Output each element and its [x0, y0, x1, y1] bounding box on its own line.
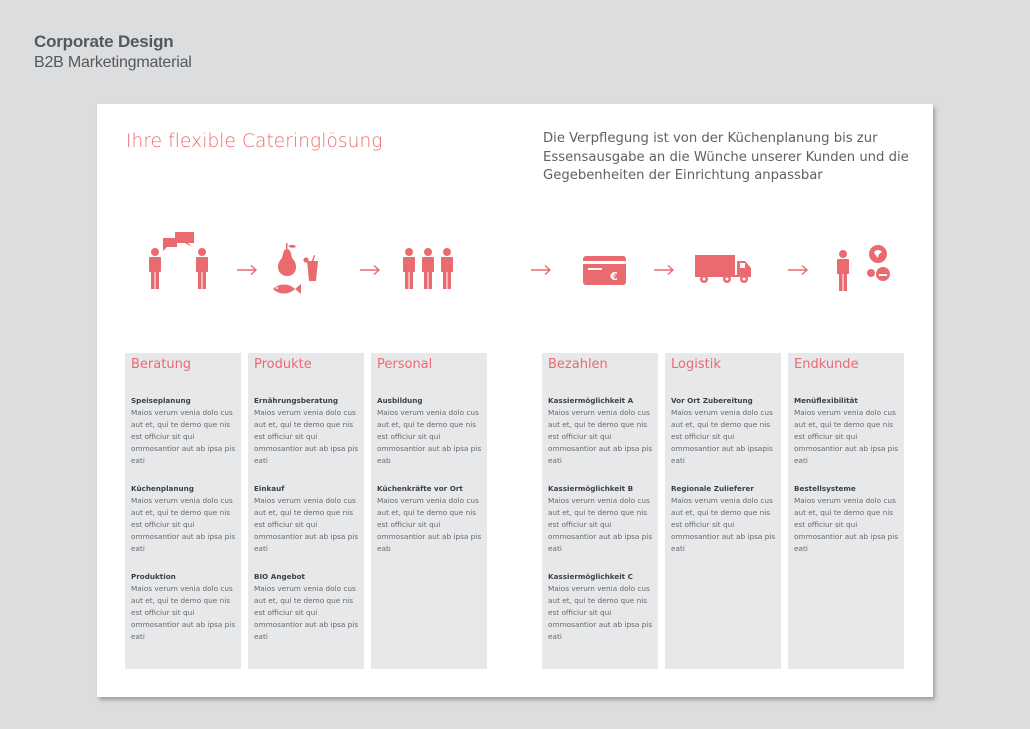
list-item [131, 395, 239, 467]
list-item [377, 483, 485, 555]
item-title: Einkauf [254, 484, 285, 493]
staff-icon [401, 248, 457, 290]
column-heading: Endkunde [794, 357, 859, 372]
payment-card-icon [583, 256, 627, 286]
arrow-right-icon [653, 264, 675, 276]
list-item [377, 395, 485, 467]
item-text: Maios verum venia dolo cus aut et, qui te demo que nis est officiur sit qui ommosantior aut ab ipsa pis eati [548, 496, 653, 553]
item-title: Bestellsysteme [794, 484, 856, 493]
item-text: Maios verum venia dolo cus aut et, qui te demo que nis est officiur sit qui ommosantior aut ab ipsa pis eati [254, 408, 359, 465]
svg-text:€: € [610, 270, 618, 283]
list-item [548, 395, 656, 467]
header-subtitle: B2B Marketingmaterial [34, 54, 192, 71]
item-text: Maios verum venia dolo cus aut et, qui te demo que nis est officiur sit qui ommosantior aut ab ipsa pis eati [131, 408, 236, 465]
item-text: Maios verum venia dolo cus aut et, qui te demo que nis est officiur sit qui ommosantior aut ab ipsa pis eati [671, 496, 776, 553]
list-item [671, 483, 779, 555]
food-icon [267, 242, 327, 296]
consultation-icon [147, 230, 211, 290]
sheet-intro: Die Verpflegung ist von der Küchenplanung bis zur Essensausgabe an die Wünche unserer Kunden und die Gegebenheiten der Einrichtung anpassbar [543, 131, 909, 183]
item-text: Maios verum venia dolo cus aut et, qui te demo que nis est officiur sit qui ommosantior aut ab ipsa pis eati [548, 584, 653, 641]
item-text: Maios verum venia dolo cus aut et, qui te demo que nis est officiur sit qui ommosantior aut ab ipsapis eati [671, 408, 773, 465]
list-item [671, 395, 779, 467]
list-item [254, 483, 362, 555]
brochure-sheet [97, 104, 933, 697]
arrow-right-icon [359, 264, 381, 276]
item-title: Vor Ort Zubereitung [671, 396, 753, 405]
column-beratung [125, 353, 241, 669]
list-item [794, 395, 902, 467]
item-text: Maios verum venia dolo cus aut et, qui te demo que nis est officiur sit qui ommosantior aut ab ipsa pis eab [377, 496, 482, 553]
item-title: Menüflexibilität [794, 396, 858, 405]
arrow-right-icon [530, 264, 552, 276]
column-endkunde [788, 353, 904, 669]
list-item [254, 395, 362, 467]
list-item [254, 571, 362, 643]
arrow-right-icon [787, 264, 809, 276]
item-title: Produktion [131, 572, 176, 581]
list-item [131, 483, 239, 555]
column-logistik [665, 353, 781, 669]
item-title: Kassiermöglichkeit A [548, 396, 634, 405]
column-heading: Beratung [131, 357, 192, 372]
item-title: Speiseplanung [131, 396, 191, 405]
item-title: Regionale Zulieferer [671, 484, 754, 493]
customer-icon [835, 244, 893, 292]
header-title: Corporate Design [34, 32, 174, 51]
sheet-title: Ihre flexible Cateringlösung [126, 131, 383, 152]
list-item [131, 571, 239, 643]
item-text: Maios verum venia dolo cus aut et, qui te demo que nis est officiur sit qui ommosantior aut ab ipsa pis eati [131, 584, 236, 641]
item-title: Küchenplanung [131, 484, 194, 493]
item-text: Maios verum venia dolo cus aut et, qui te demo que nis est officiur sit qui ommosantior aut ab ipsa pis eati [131, 496, 236, 553]
arrow-right-icon [236, 264, 258, 276]
item-title: Kassiermöglichkeit C [548, 572, 633, 581]
item-title: BIO Angebot [254, 572, 305, 581]
column-heading: Logistik [671, 357, 721, 372]
item-title: Ausbildung [377, 396, 423, 405]
column-personal [371, 353, 487, 669]
column-produkte [248, 353, 364, 669]
delivery-truck-icon [695, 254, 753, 284]
item-text: Maios verum venia dolo cus aut et, qui te demo que nis est officiur sit qui ommosantior aut ab ipsa pis eati [254, 496, 359, 553]
column-heading: Bezahlen [548, 357, 608, 372]
item-text: Maios verum venia dolo cus aut et, qui te demo que nis est officiur sit qui ommosantior aut ab ipsa pis eati [794, 408, 899, 465]
column-bezahlen [542, 353, 658, 669]
list-item [548, 483, 656, 555]
column-heading: Personal [377, 357, 433, 372]
item-title: Küchenkräfte vor Ort [377, 484, 463, 493]
item-title: Kassiermöglichkeit B [548, 484, 634, 493]
list-item [794, 483, 902, 555]
item-text: Maios verum venia dolo cus aut et, qui te demo que nis est officiur sit qui ommosantior aut ab ipsa pis eab [377, 408, 482, 465]
item-text: Maios verum venia dolo cus aut et, qui te demo que nis est officiur sit qui ommosantior aut ab ipsa pis eati [254, 584, 359, 641]
item-title: Ernährungsberatung [254, 396, 338, 405]
item-text: Maios verum venia dolo cus aut et, qui te demo que nis est officiur sit qui ommosantior aut ab ipsa pis eati [548, 408, 653, 465]
list-item [548, 571, 656, 643]
page-header [34, 32, 192, 73]
column-heading: Produkte [254, 357, 312, 372]
item-text: Maios verum venia dolo cus aut et, qui te demo que nis est officiur sit qui ommosantior aut ab ipsa pis eati [794, 496, 899, 553]
